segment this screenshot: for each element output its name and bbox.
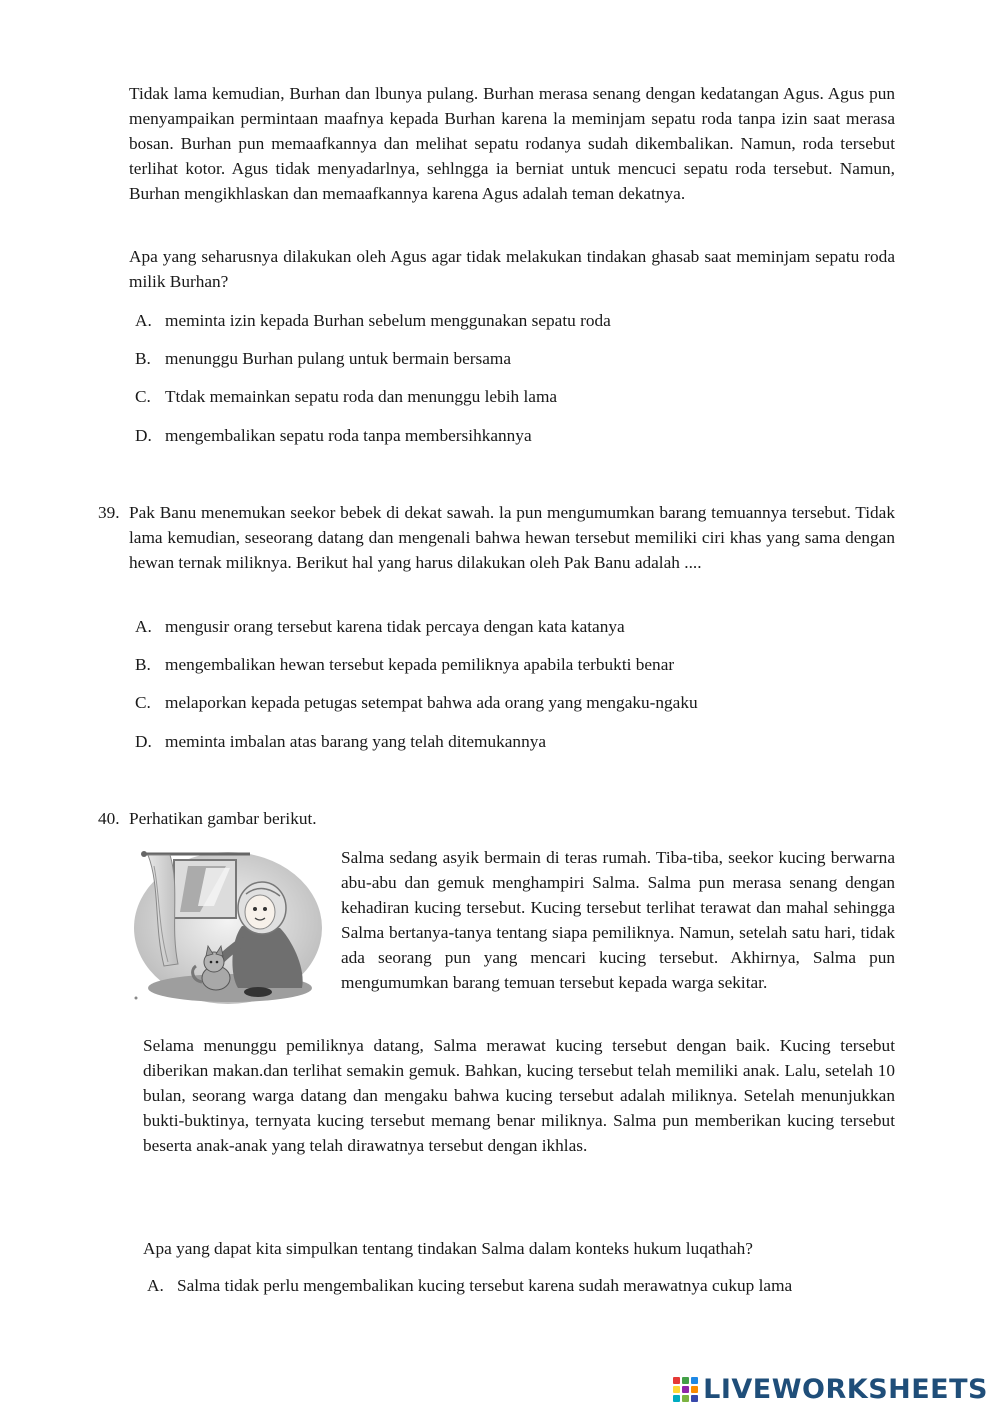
q39-option-c[interactable] bbox=[135, 690, 698, 715]
q39-number: 39. bbox=[98, 503, 120, 522]
q40-question: Apa yang dapat kita simpulkan tentang tindakan Salma dalam konteks hukum luqathah? bbox=[143, 1239, 753, 1258]
option-letter: B. bbox=[135, 655, 151, 674]
q38-option-d[interactable] bbox=[135, 423, 532, 448]
q39-question: Pak Banu menemukan seekor bebek di dekat sawah. la pun mengumumkan barang temuannya tersebut. Tidak lama kemudian, seseorang datang dan mengenali bahwa hewan tersebut memiliki ciri khas yang sama dengan hewan ternak miliknya. Berikut hal yang harus dilakukan oleh Pak Banu adalah .... bbox=[129, 503, 895, 572]
option-text: melaporkan kepada petugas setempat bahwa ada orang yang mengaku-ngaku bbox=[165, 693, 698, 712]
option-text: meminta imbalan atas barang yang telah ditemukannya bbox=[165, 732, 547, 751]
q38-story: Tidak lama kemudian, Burhan dan lbunya pulang. Burhan merasa senang dengan kedatangan Agus. Agus pun menyampaikan permintaan maafnya kepada Burhan karena la meminjam sepatu roda tanpa izin saat merasa bosan. Burhan pun memaafkannya dan melihat sepatu rodanya sudah dikembalikan. Namun, roda tersebut terlihat kotor. Agus tidak menyadarlnya, sehlngga ia berniat untuk mencuci sepatu roda tersebut. Namun, Burhan mengikhlaskan dan memaafkannya karena Agus adalah teman dekatnya. bbox=[129, 84, 895, 203]
logo-square bbox=[682, 1377, 689, 1384]
q40-story-continued: Selama menunggu pemiliknya datang, Salma merawat kucing tersebut dengan baik. Kucing tersebut diberikan makan.dan terlihat semakin gemuk. Bahkan, kucing tersebut telah memiliki anak. Lalu, setelah 10 bulan, seorang warga datang dan mengaku bahwa kucing tersebut adalah miliknya. Setelah menunjukkan bukti-buktinya, ternyata kucing tersebut memang benar miliknya. Salma pun memberikan kucing tersebut beserta anak-anak yang telah dirawatnya tersebut dengan ikhlas. bbox=[143, 1036, 895, 1155]
q40-number: 40. bbox=[98, 809, 120, 828]
liveworksheets-logo-icon bbox=[673, 1377, 698, 1402]
option-letter: C. bbox=[135, 387, 151, 406]
option-letter: D. bbox=[135, 732, 152, 751]
logo-square bbox=[673, 1377, 680, 1384]
option-letter: A. bbox=[135, 311, 152, 330]
option-text: mengembalikan hewan tersebut kepada pemiliknya apabila terbukti benar bbox=[165, 655, 675, 674]
option-letter: A. bbox=[147, 1276, 164, 1295]
q39-option-d[interactable] bbox=[135, 729, 546, 754]
logo-square bbox=[673, 1395, 680, 1402]
q38-option-c[interactable] bbox=[135, 384, 557, 409]
q40-option-a[interactable] bbox=[147, 1273, 792, 1298]
option-text: meminta izin kepada Burhan sebelum menggunakan sepatu roda bbox=[165, 311, 611, 330]
option-text: menunggu Burhan pulang untuk bermain bersama bbox=[165, 349, 512, 368]
liveworksheets-logo bbox=[673, 1372, 988, 1406]
salma-cat-illustration bbox=[130, 846, 326, 1006]
q38-option-b[interactable] bbox=[135, 346, 511, 371]
option-letter: D. bbox=[135, 426, 152, 445]
q40-story-side: Salma sedang asyik bermain di teras rumah. Tiba-tiba, seekor kucing berwarna abu-abu dan gemuk menghampiri Salma. Salma pun merasa senang dengan kehadiran kucing tersebut. Kucing tersebut terlihat terawat dan mahal sehingga Salma bertanya-tanya tentang siapa pemiliknya. Namun, setelah satu hari, tidak ada seorang pun yang mencari kucing tersebut. Akhirnya, Salma pun mengumumkan barang temuan tersebut kepada warga sekitar. bbox=[341, 848, 895, 992]
q39-option-a[interactable] bbox=[135, 614, 625, 639]
option-text: mengusir orang tersebut karena tidak percaya dengan kata katanya bbox=[165, 617, 625, 636]
q40-intro: Perhatikan gambar berikut. bbox=[129, 809, 317, 828]
logo-square bbox=[682, 1386, 689, 1393]
logo-square bbox=[691, 1395, 698, 1402]
option-letter: A. bbox=[135, 617, 152, 636]
q39-option-b[interactable] bbox=[135, 652, 674, 677]
option-text: Ttdak memainkan sepatu roda dan menunggu lebih lama bbox=[165, 387, 558, 406]
option-text: mengembalikan sepatu roda tanpa membersihkannya bbox=[165, 426, 532, 445]
option-text: Salma tidak perlu mengembalikan kucing tersebut karena sudah merawatnya cukup lama bbox=[177, 1276, 793, 1295]
option-letter: B. bbox=[135, 349, 151, 368]
option-letter: C. bbox=[135, 693, 151, 712]
brand-name: LIVEWORKSHEETS bbox=[703, 1373, 988, 1405]
logo-square bbox=[691, 1386, 698, 1393]
logo-square bbox=[691, 1377, 698, 1384]
q38-option-a[interactable] bbox=[135, 308, 611, 333]
logo-square bbox=[673, 1386, 680, 1393]
q38-question: Apa yang seharusnya dilakukan oleh Agus agar tidak melakukan tindakan ghasab saat meminjam sepatu roda milik Burhan? bbox=[129, 247, 895, 291]
logo-square bbox=[682, 1395, 689, 1402]
